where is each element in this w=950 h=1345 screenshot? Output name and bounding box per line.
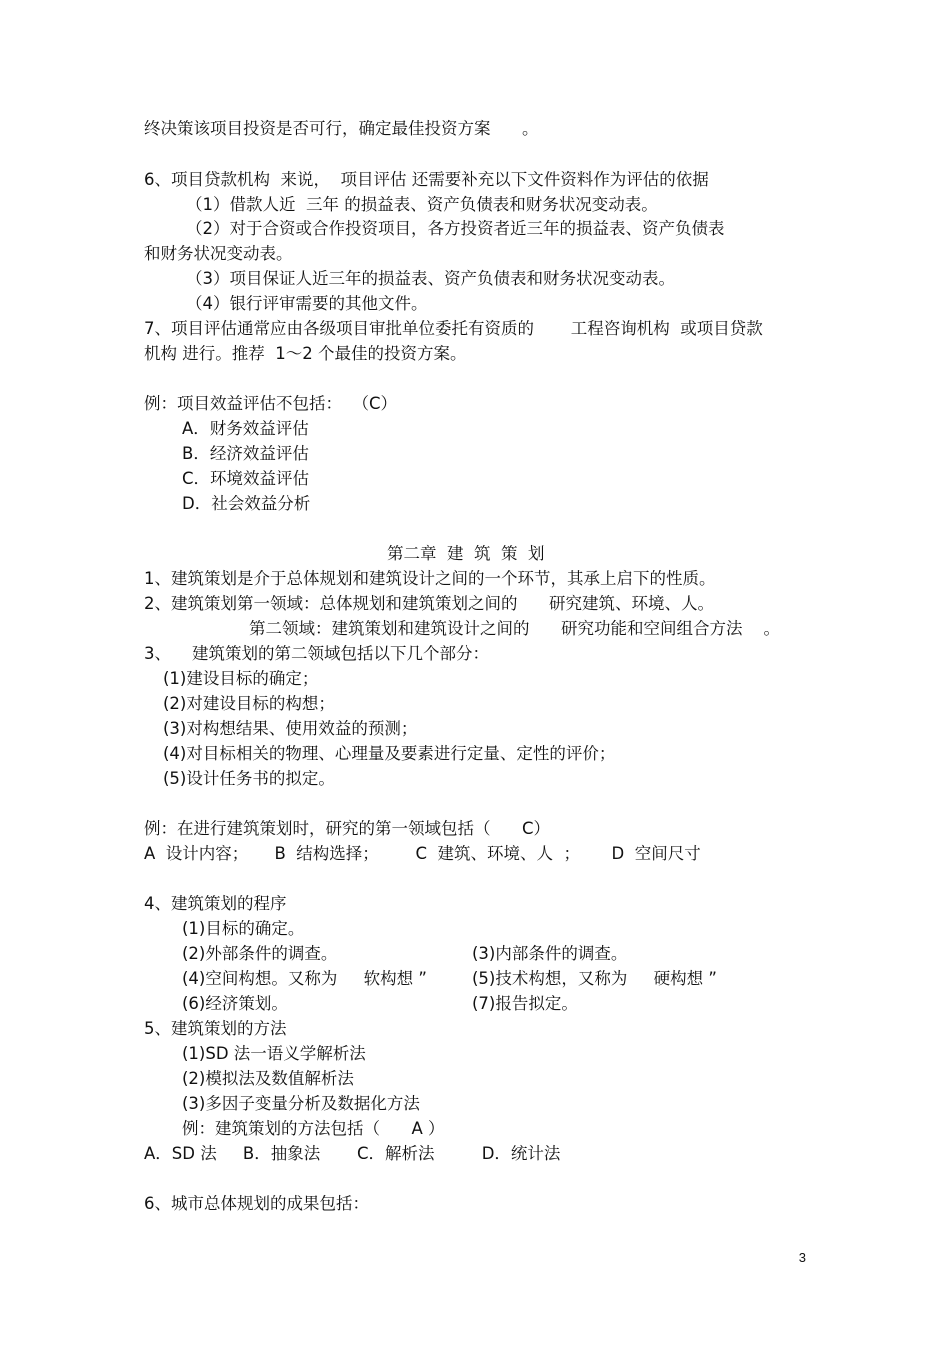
list-item: (2)模拟法及数值解析法	[182, 1069, 354, 1088]
text-line: 3、 建筑策划的第二领域包括以下几个部分：	[144, 644, 489, 663]
list-item: (4)对目标相关的物理、心理量及要素进行定量、定性的评价；	[163, 744, 616, 763]
list-item: (3)多因子变量分析及数据化方法	[182, 1094, 420, 1113]
text-line: 1、建筑策划是介于总体规划和建筑设计之间的一个环节，其承上启下的性质。	[144, 569, 716, 588]
option: C．环境效益评估	[182, 469, 310, 488]
chapter-heading: 第二章 建 筑 策 划	[387, 544, 545, 563]
list-item: (5)技术构想，又称为 硬构想 ”	[472, 969, 717, 988]
option: D．社会效益分析	[182, 494, 311, 513]
text-line: 和财务状况变动表。	[144, 244, 293, 263]
list-item: (5)设计任务书的拟定。	[163, 769, 335, 788]
options-row: A．SD 法 B．抽象法 C．解析法 D．统计法	[144, 1144, 561, 1163]
example-question: 例：项目效益评估不包括： （C）	[144, 394, 398, 413]
text-line: （3）项目保证人近三年的损益表、资产负债表和财务状况变动表。	[186, 269, 675, 288]
list-item: (1)建设目标的确定；	[163, 669, 319, 688]
list-item: (4)空间构想。又称为 软构想 ”	[182, 969, 427, 988]
text-line: 6、城市总体规划的成果包括：	[144, 1194, 369, 1213]
text-line: 7、项目评估通常应由各级项目审批单位委托有资质的 工程咨询机构 或项目贷款	[144, 319, 763, 338]
text-line: 终决策该项目投资是否可行，确定最佳投资方案 。	[144, 119, 539, 138]
example-question: 例：在进行建筑策划时，研究的第一领域包括（ C）	[144, 819, 550, 838]
text-line: 机构 进行。推荐 1～2 个最佳的投资方案。	[144, 344, 467, 363]
options-row: A 设计内容； B 结构选择； C 建筑、环境、人 ； D 空间尺寸	[144, 844, 701, 863]
list-item: (3)内部条件的调查。	[472, 944, 628, 963]
list-item: (3)对构想结果、使用效益的预测；	[163, 719, 418, 738]
list-item: (2)外部条件的调查。	[182, 944, 338, 963]
text-line: （1）借款人近 三年 的损益表、资产负债表和财务状况变动表。	[186, 195, 658, 214]
list-item: (1)目标的确定。	[182, 919, 305, 938]
option: B．经济效益评估	[182, 444, 309, 463]
list-item: (1)SD 法一语义学解析法	[182, 1044, 366, 1063]
text-line: 第二领域：建筑策划和建筑设计之间的 研究功能和空间组合方法 。	[249, 619, 780, 638]
text-line: 4、建筑策划的程序	[144, 894, 287, 913]
text-line: 6、项目贷款机构 来说， 项目评估 还需要补充以下文件资料作为评估的依据	[144, 170, 709, 189]
text-line: （2）对于合资或合作投资项目，各方投资者近三年的损益表、资产负债表	[186, 219, 725, 238]
text-line: （4）银行评审需要的其他文件。	[186, 294, 428, 313]
text-line: 5、建筑策划的方法	[144, 1019, 287, 1038]
page-number: 3	[798, 1250, 806, 1265]
option: A．财务效益评估	[182, 419, 309, 438]
list-item: (7)报告拟定。	[472, 994, 578, 1013]
example-question: 例：建筑策划的方法包括（ A ）	[182, 1119, 445, 1138]
text-line: 2、建筑策划第一领域：总体规划和建筑策划之间的 研究建筑、环境、人。	[144, 594, 714, 613]
list-item: (2)对建设目标的构想；	[163, 694, 335, 713]
list-item: (6)经济策划。	[182, 994, 288, 1013]
